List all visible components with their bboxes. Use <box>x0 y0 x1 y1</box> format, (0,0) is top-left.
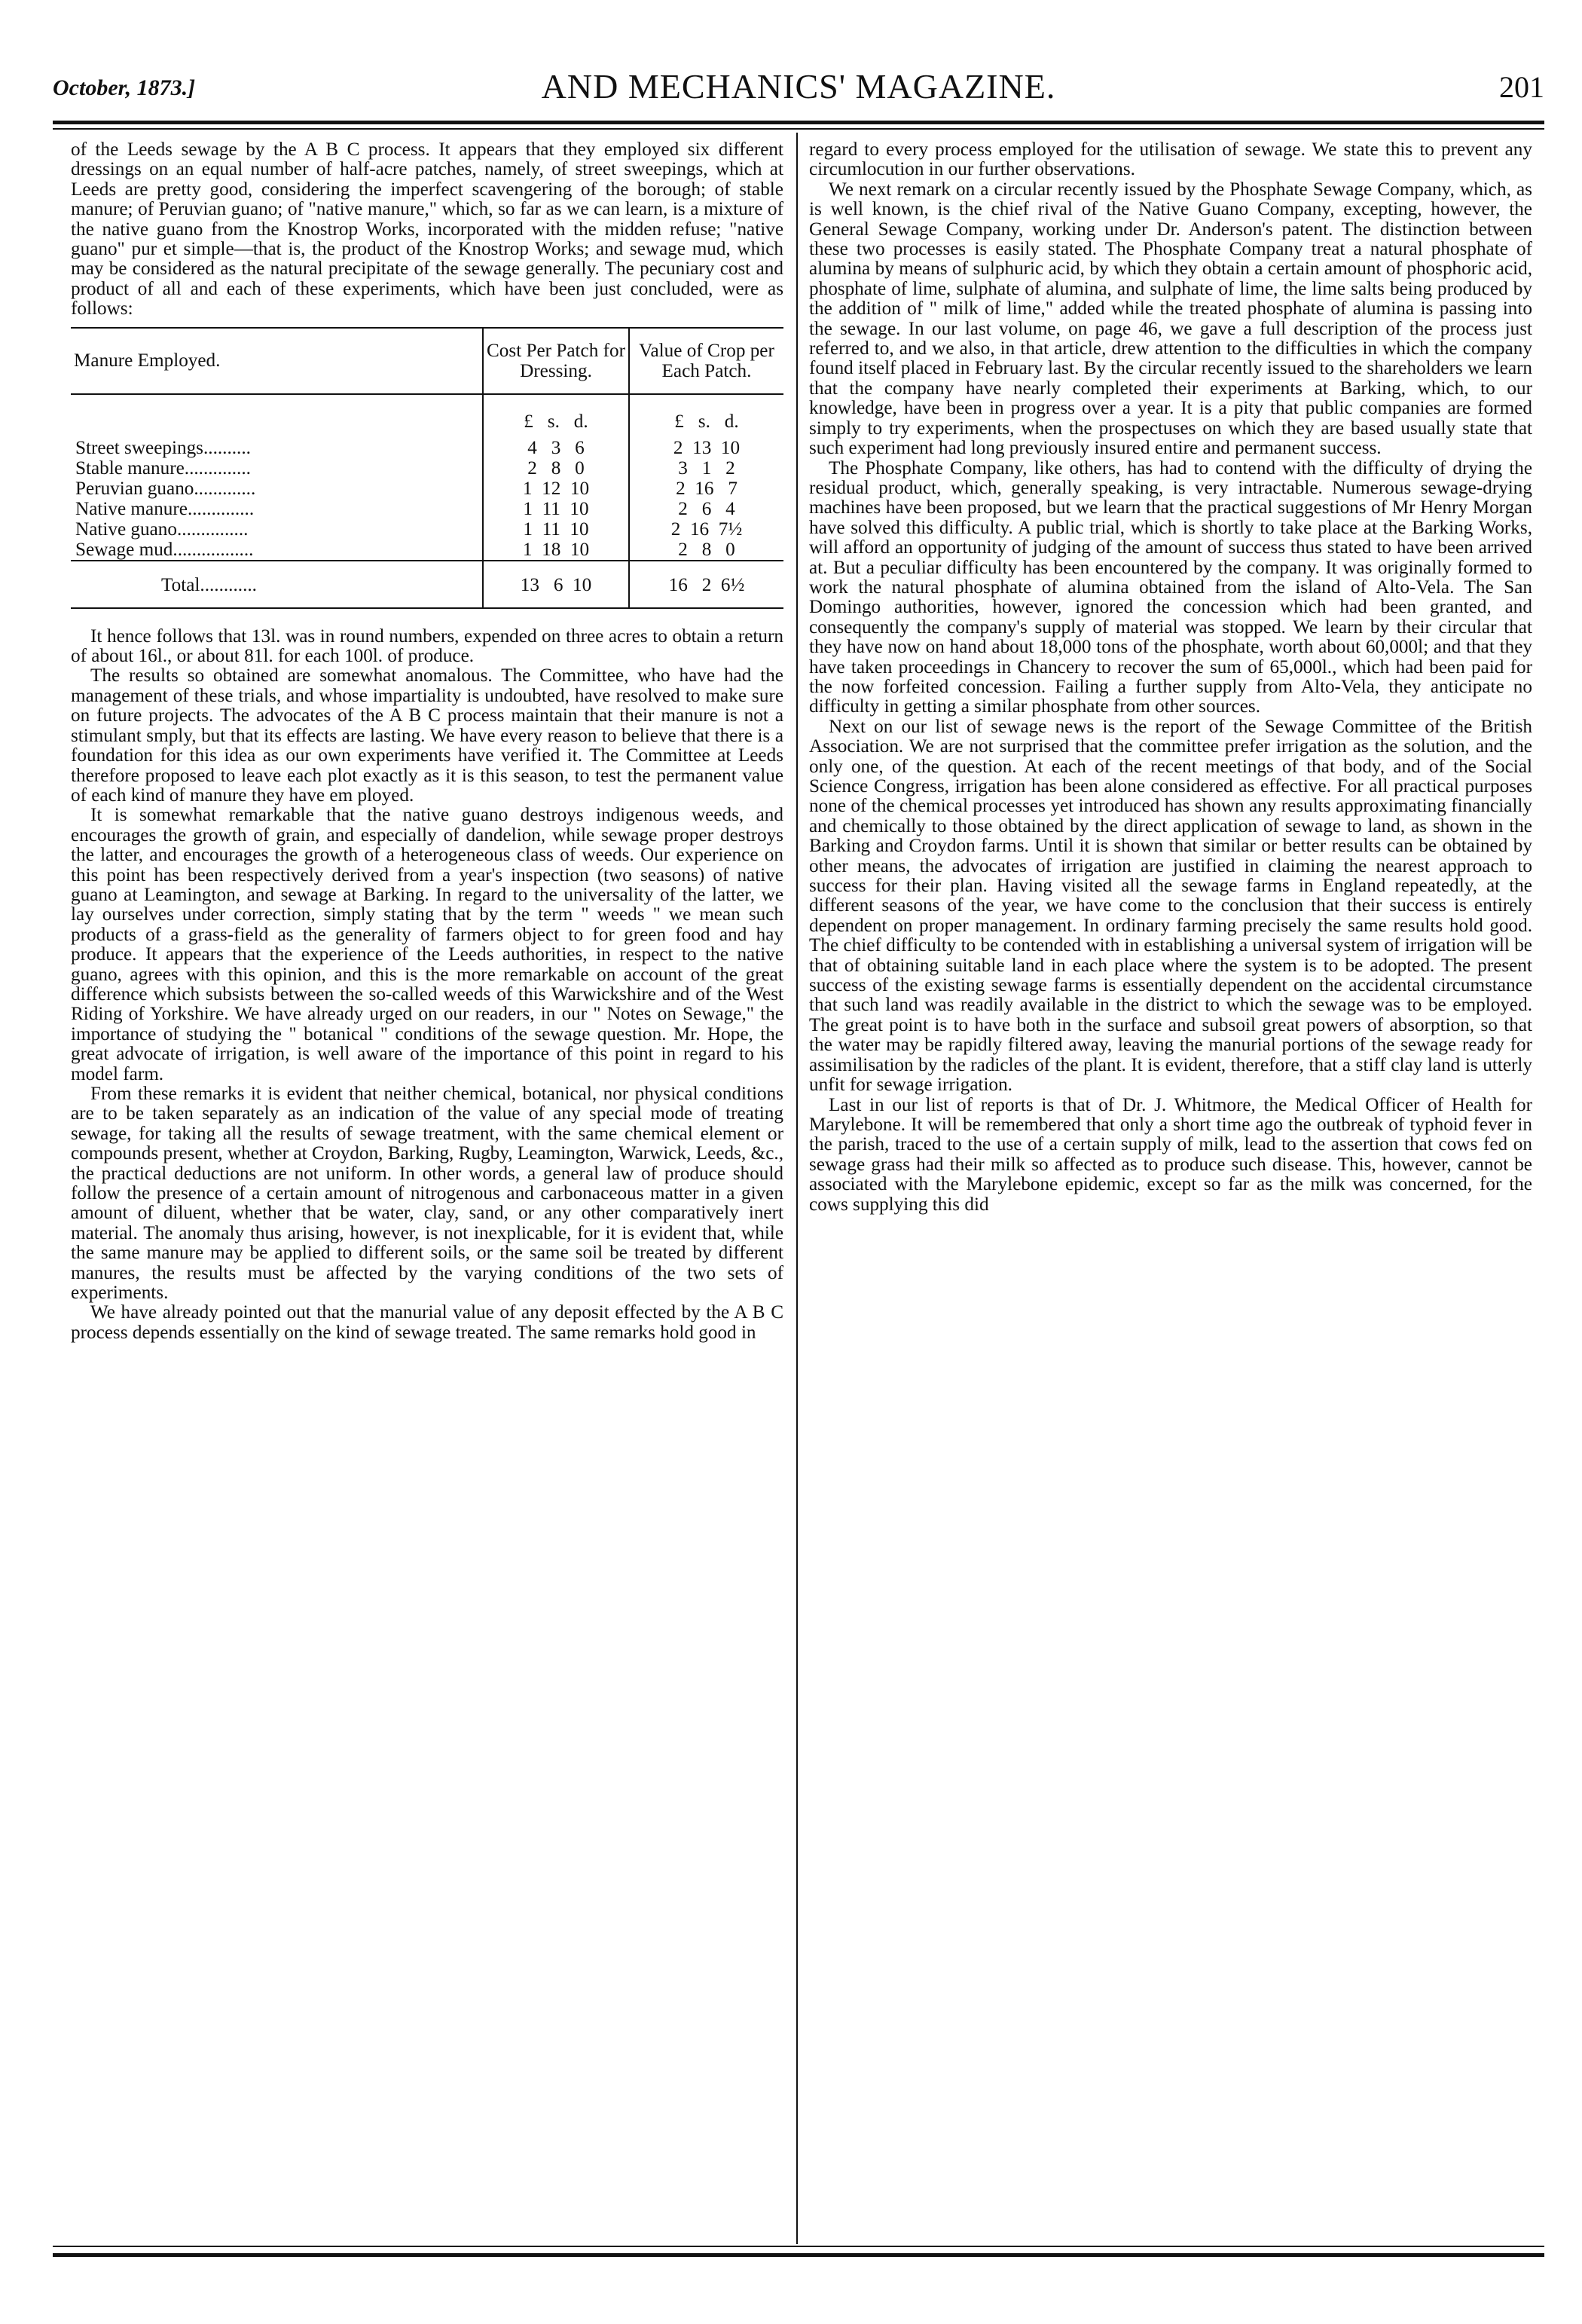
table-cell: Peruvian guano............. <box>75 478 256 499</box>
paragraph: The results so obtained are somewhat anomalous. The Committee, who have had the management of these trials, and whose impartiality is undoubted, have resolved to make sure on future projects. The advocates of the A B C process maintain that their manure is not a stimulant smply, but that its effects are lasting. We have every reason to believe that there is a foundation for this idea as our own experiments have verified it. The Committee at Leeds therefore proposed to leave each plot exactly as it is this season, to test the permanent value of each kind of manure they have em ployed. <box>71 665 783 806</box>
table-cell: 2 8 0 <box>483 458 629 479</box>
paragraph: Last in our list of reports is that of Dr. J. Whitmore, the Medical Officer of Health for Marylebone. It will be remembered that only a short time ago the outbreak of typhoid fever in the parish, traced to the use of a certain supply of milk, lead to the assertion that cows fed on sewage grass had their milk so affected as to produce such disease. This, however, cannot be associated with the Marylebone epidemic, except so far as the milk was concerned, for the cows supplying this did <box>809 1094 1532 1215</box>
table-cell: Native manure.............. <box>75 498 255 519</box>
table-header-value: Value of Crop per Each Patch. <box>629 328 783 394</box>
right-column <box>809 140 1532 1215</box>
paragraph: We next remark on a circular recently issued by the Phosphate Sewage Company, which, as is well known, is the chief rival of the Native Guano Company, excepting, however, the General Sewage Company, working under Dr. Anderson's patent. The distinction between these two processes is easily stated. The Phosphate Company treat a natural phosphate of alumina by means of sulphuric acid, by which they obtain a certain amount of phosphoric acid, phosphate of lime, sulphate of alumina, and sulphate of lime, the lime salts being produced by the addition of " milk of lime," added while the treated phosphate of alumina is passing into the sewage. In our last volume, on page 46, we gave a full description of the process just referred to, and we also, in that article, drew attention to the difficulties in which the company found itself placed in February last. By the circular recently issued to the shareholders we learn that the company have nearly completed their experiments at Barking, which, to our knowledge, have been in progress over a year. It is a pity that public companies are formed simply to try experiments, when the prospectuses on which they are based usually state that such experiment had long previously insured entire and permanent success. <box>809 179 1532 459</box>
table-row <box>71 540 783 561</box>
paragraph: of the Leeds sewage by the A B C process. It appears that they employed six different dressings on an equal number of half-acre patches, namely, of street sweepings, which at Leeds are pretty good, considering the imperfect scavengering of the borough; of stable manure; of Peruvian guano; of "native manure," which, so far as we can learn, is a mixture of the native guano from the Knostrop Works, incorporated with the midden refuse; "native guano" pur et simple—that is, the product of the Knostrop Works; and sewage mud, which may be considered as the natural precipitate of the sewage generally. The pecuniary cost and product of all and each of these experiments, which have been just concluded, were as follows: <box>71 139 783 320</box>
paragraph: We have already pointed out that the manurial value of any deposit effected by the A B C process depends essentially on the kind of sewage treated. The same remarks hold good in <box>71 1302 783 1343</box>
table-cell: Stable manure.............. <box>75 457 251 479</box>
table-cell: 2 16 7 <box>629 479 783 499</box>
table-cell: 4 3 6 <box>483 438 629 458</box>
table-cell: Street sweepings.......... <box>75 437 251 458</box>
manure-table <box>71 327 783 609</box>
table-row <box>71 438 783 458</box>
page-number: 201 <box>1499 70 1544 104</box>
top-rule-thin <box>53 128 1544 130</box>
table-cell: 2 6 4 <box>629 499 783 519</box>
paragraph: It hence follows that 13l. was in round numbers, expended on three acres to obtain a return of about 16l., or about 81l. for each 100l. of produce. <box>71 625 783 667</box>
table-header-cost: Cost Per Patch for Dressing. <box>483 328 629 394</box>
table-cell: 13 6 10 <box>483 561 629 608</box>
running-header <box>53 66 1544 112</box>
table-cell: 3 1 2 <box>629 458 783 479</box>
table-row <box>71 499 783 519</box>
column-divider <box>796 133 798 2244</box>
header-title: AND MECHANICS' MAGAZINE. <box>541 67 1056 105</box>
table-units: £ s. d. <box>629 394 783 438</box>
table-cell: 1 18 10 <box>483 540 629 561</box>
table-cell: Native guano............... <box>75 518 249 540</box>
table-cell: 1 12 10 <box>483 479 629 499</box>
paragraph: Next on our list of sewage news is the report of the Sewage Committee of the British Association. We are not surprised that the committee prefer irrigation as the solution, and the only one, of the question. At each of the recent meetings of that body, and of the Social Science Congress, irrigation has been alone considered as effective. For all practical purposes none of the chemical processes yet introduced has shown any results approximating financially and chemically to those obtained by the direct application of sewage to land, as shown in the Barking and Croydon farms. Until it is shown that similar or better results can be obtained by other means, the advocates of irrigation are justified in claiming the nearest approach to success for their plan. Having visited all the sewage farms in England repeatedly, at the different seasons of the year, we have come to the conclusion that their success is entirely dependent on proper management. In ordinary farming precisely the same results hold good. The chief difficulty to be contended with in establishing a universal system of irrigation will be that of obtaining suitable land in each place where the system is to be adopted. The present success of the existing sewage farms is essentially dependent on the accidental circumstance that such land was readily available in the district to which the sewage was to be employed. The great point is to have both in the surface and subsoil great powers of absorption, so that the water may be rapidly filtered away, leaving the manurial portions of the sewage ready for assimilisation by the radicles of the plant. It is evident, therefore, that a stiff clay land is utterly unfit for sewage irrigation. <box>809 716 1532 1096</box>
paragraph: regard to every process employed for the utilisation of sewage. We state this to prevent any circumlocution in our further observations. <box>809 139 1532 180</box>
table-cell: 2 8 0 <box>629 540 783 561</box>
table-cell: 16 2 6½ <box>629 561 783 608</box>
table-units: £ s. d. <box>483 394 629 438</box>
table-cell: 2 16 7½ <box>629 519 783 540</box>
table-cell: Sewage mud................. <box>75 539 254 560</box>
table-row <box>71 519 783 540</box>
bottom-rule-thin <box>53 2246 1544 2247</box>
table-cell: 1 11 10 <box>483 519 629 540</box>
top-rule <box>53 121 1544 124</box>
table-row <box>71 479 783 499</box>
bottom-rule <box>53 2253 1544 2257</box>
table-cell: 2 13 10 <box>629 438 783 458</box>
table-cell: 1 11 10 <box>483 499 629 519</box>
header-date: October, 1873.] <box>53 75 196 100</box>
table-row <box>71 458 783 479</box>
table-total-row <box>71 561 783 608</box>
table-header-manure: Manure Employed. <box>71 328 483 394</box>
table-cell: Total............ <box>71 561 483 608</box>
left-column <box>71 140 783 1343</box>
paragraph: From these remarks it is evident that neither chemical, botanical, nor physical conditions are to be taken separately as an indication of the value of any special mode of treating sewage, for taking all the results of sewage treatment, with the same chemical element or compounds present, whether at Croydon, Barking, Rugby, Leamington, Warwick, Leeds, &c., the practical deductions are not uniform. In other words, a general law of produce should follow the presence of a certain amount of nitrogenous and carbonaceous matter in a given amount of diluent, whether that be water, clay, sand, or any other comparatively inert material. The anomaly thus arising, however, is not inexplicable, for it is evident that, while the same manure may be applied to different soils, or the same soil be treated by different manures, the results must be affected by the varying conditions of the two sets of experiments. <box>71 1084 783 1304</box>
paragraph: It is somewhat remarkable that the native guano destroys indigenous weeds, and encourages the growth of grain, and especially of dandelion, while sewage proper destroys the latter, and encourages the growth of a heterogeneous class of weeds. Our experience on this point has been respectively derived from a year's inspection (two seasons) of native guano at Leamington, and sewage at Barking. In regard to the universality of the latter, we lay ourselves under correction, simply stating that by the term " weeds " we mean such products of a grass-field as the generality of farmers object to for green food and hay produce. It appears that the experience of the Leeds authorities, in respect to the native guano, agrees with this opinion, and this is the more remarkable on account of the great difference which subsists between the so-called weeds of this Warwickshire and of the West Riding of Yorkshire. We have already urged on our readers, in our " Notes on Sewage," the importance of studying the " botanical " conditions of the sewage question. Mr. Hope, the great advocate of irrigation, is well aware of the importance of this point in regard to his model farm. <box>71 805 783 1084</box>
paragraph: The Phosphate Company, like others, has had to contend with the difficulty of drying the residual product, which, generally speaking, is very intractable. Numerous sewage-drying machines have been proposed, but we learn that the practical suggestions of Mr Henry Morgan have solved this difficulty. A public trial, which is shortly to take place at the Barking Works, will afford an opportunity of judging of the amount of success thus stated to have been arrived at. But a peculiar difficulty has been encountered by the company. It was originally formed to work the natural phosphate of alumina obtained from the island of Alto-Vela. The San Domingo authorities, however, ignored the concession which had been granted, and consequently the company's supply of material was stopped. We learn by their circular that they have now on hand about 18,000 tons of the phosphate, worth about 60,000l; and that they have taken proceedings in Chancery to recover the sum of 65,000l., which had been paid for the now forfeited concession. Failing a further supply from Alto-Vela, they anticipate no difficulty in getting a similar phosphate from other sources. <box>809 457 1532 717</box>
